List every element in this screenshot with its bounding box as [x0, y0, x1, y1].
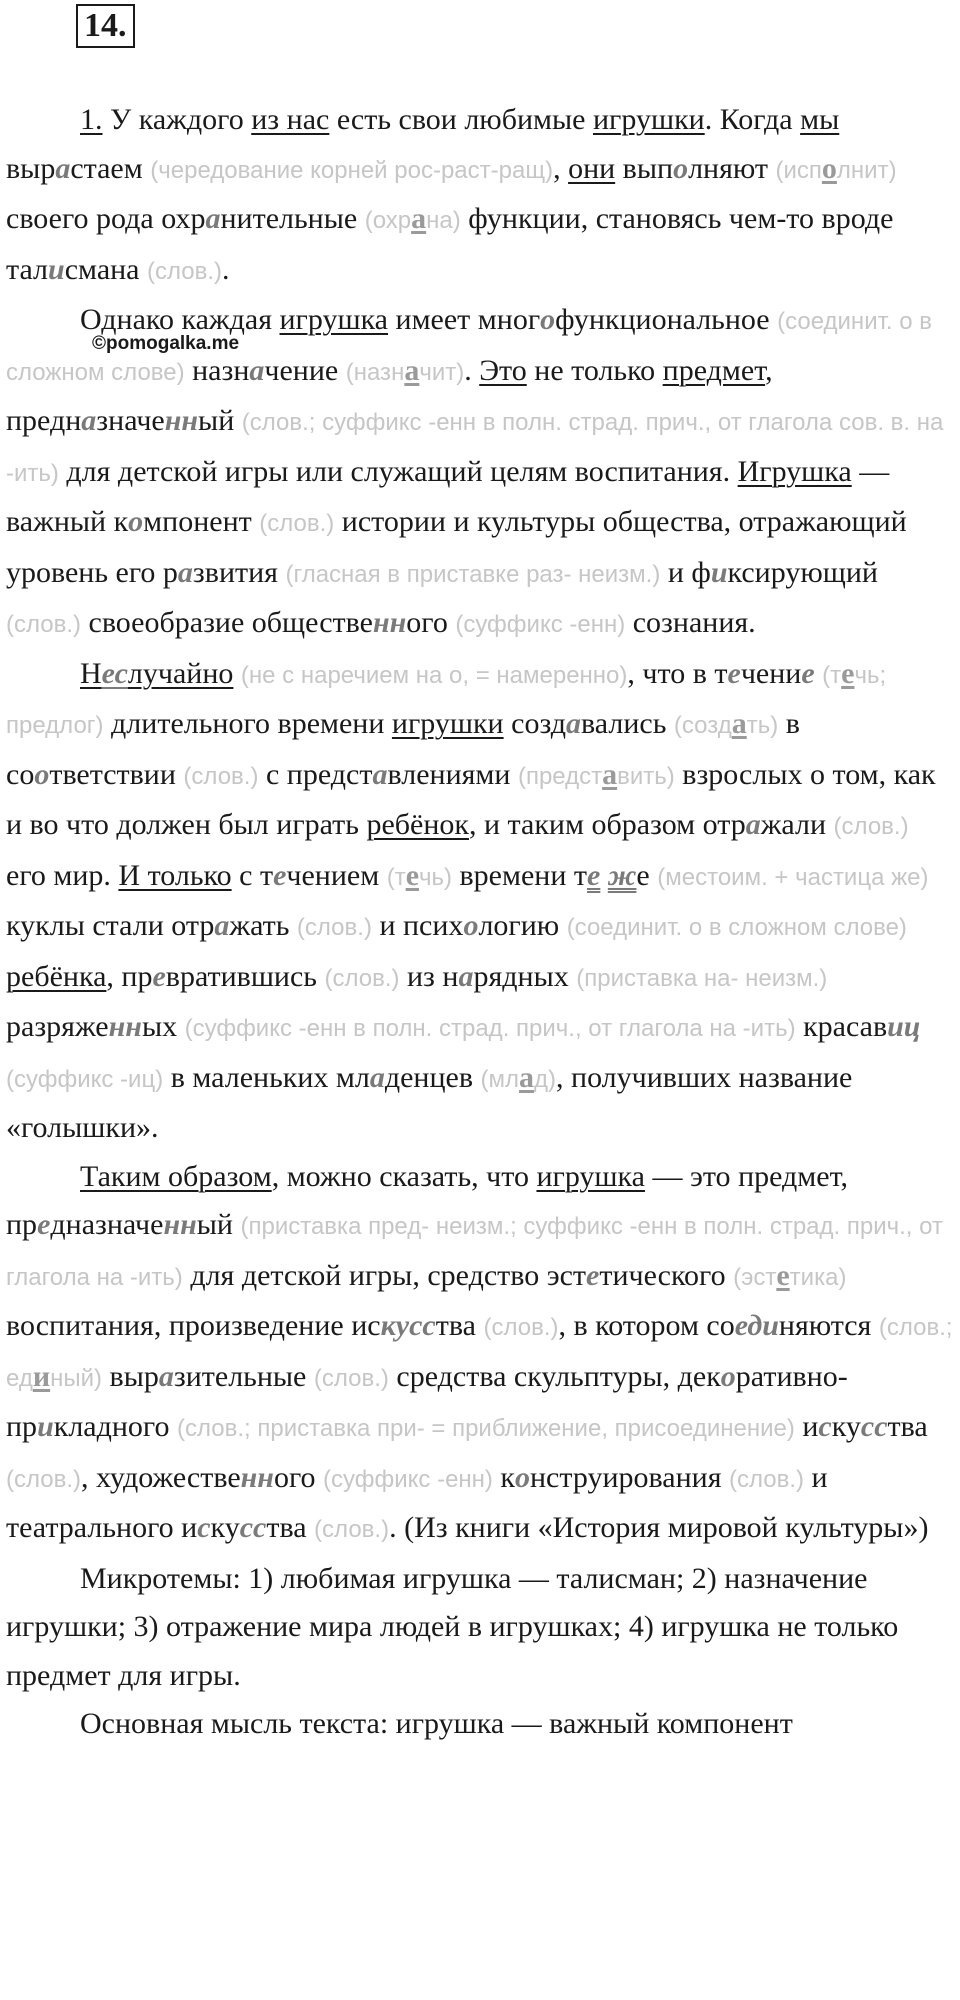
text-run: рядных: [473, 959, 577, 993]
underlined-word: И только: [118, 858, 232, 892]
text-run: дназначе: [50, 1208, 164, 1241]
text-run: функциональное: [555, 303, 778, 336]
grammar-note: (слов.): [147, 257, 223, 285]
grammar-note: (слов.): [833, 813, 909, 840]
highlighted-letter: а: [369, 1060, 385, 1094]
text-run: ративно-: [735, 1359, 848, 1393]
text-run: вып: [622, 151, 674, 185]
text-run: есть свои любимые: [329, 103, 593, 136]
text-run: няются: [778, 1309, 879, 1342]
text-run: .: [222, 252, 230, 286]
grammar-note: вить): [617, 762, 675, 790]
grammar-note: (назн: [345, 358, 405, 386]
text-run: красав: [795, 1010, 888, 1043]
highlighted-letter: е: [727, 656, 741, 690]
text-run: денцев: [384, 1060, 481, 1094]
grammar-note: (охр: [364, 207, 412, 234]
highlighted-letter: а: [81, 404, 97, 437]
text-run: Микротемы: 1) любимая игрушка — талисман; 2) назначение игрушки; 3) отражение мира людей в игрушках; 4) игрушка не только предмет для игры.: [6, 1561, 899, 1692]
text-run: — важный: [6, 454, 890, 538]
underlined-word: Н: [80, 656, 102, 690]
grammar-note: тика): [789, 1263, 847, 1291]
highlighted-letter: а: [745, 808, 761, 841]
highlighted-letter: а: [566, 707, 582, 740]
highlighted-letter: о: [128, 505, 144, 538]
underlined-word: мы: [800, 103, 840, 136]
text-run: получивших название «голышки».: [6, 1060, 853, 1144]
underlined-word: игрушка: [279, 303, 389, 336]
text-run: только: [571, 353, 663, 387]
grammar-note: (слов.): [259, 510, 335, 537]
paragraph-6: [6, 1700, 954, 1749]
note-letter: а: [404, 353, 420, 387]
text-run: , что в: [627, 656, 715, 690]
text-run: ку: [210, 1511, 240, 1544]
paragraph-2: [6, 296, 954, 650]
note-letter: и: [32, 1359, 51, 1393]
text-run: ,: [553, 151, 569, 185]
highlighted-letter: а: [372, 757, 388, 791]
text-run: для детской игры или: [58, 454, 351, 488]
grammar-note: (слов.): [6, 611, 82, 638]
paragraph-4: [6, 1153, 954, 1555]
text-run: ксирующий: [727, 555, 878, 589]
text-run: его мир.: [6, 858, 119, 892]
text-run: [504, 707, 512, 740]
text-run: смана: [64, 252, 147, 286]
highlighted-letter: е: [37, 1208, 51, 1241]
grammar-note: чь; предлог): [6, 661, 887, 739]
text-run: куклы стали отр: [6, 909, 215, 942]
text-run: выр: [109, 1359, 159, 1393]
grammar-note: (т: [822, 661, 842, 689]
highlighted-letter: о: [515, 1460, 530, 1494]
highlighted-letter: е: [586, 1258, 600, 1292]
text-run: к: [500, 1460, 515, 1494]
text-run: созд: [511, 707, 567, 740]
text-run: и: [371, 909, 403, 942]
grammar-note: (слов.): [729, 1465, 805, 1493]
note-letter: е: [776, 1258, 790, 1292]
text-run: псих: [403, 909, 464, 942]
text-run: должен был играть: [116, 808, 367, 841]
text-run: с: [258, 757, 287, 791]
text-run: к: [113, 505, 129, 538]
grammar-note: (созд: [673, 712, 732, 739]
text-run: Основная мысль текста: игрушка — важный компонент: [80, 1707, 793, 1740]
text-run: ис: [351, 1309, 381, 1342]
highlighted-letter: о: [34, 757, 50, 791]
highlighted-letter: нн: [372, 606, 407, 639]
grammar-note: ть): [746, 712, 779, 739]
grammar-note: (слов.): [6, 1465, 82, 1493]
text-run: ,: [556, 1060, 572, 1094]
text-run: и ф: [660, 555, 711, 589]
highlighted-letter: о: [540, 303, 556, 336]
text-run: не: [526, 353, 572, 387]
text-run: , можно сказать, что: [271, 1159, 537, 1193]
highlighted-letter: а: [177, 555, 193, 589]
text-run: ,: [106, 959, 122, 993]
highlighted-letter: сс: [239, 1511, 267, 1544]
text-run: в маленьких мл: [163, 1060, 370, 1094]
highlighted-letter: а: [214, 909, 230, 942]
exercise-text: [6, 96, 954, 1749]
note-letter: а: [411, 202, 427, 235]
text-run: чение: [264, 353, 346, 387]
underlined-word: Таким образом: [80, 1159, 272, 1193]
grammar-note: д): [534, 1065, 557, 1093]
text-run: мпонент: [143, 505, 260, 538]
text-run: назн: [184, 353, 250, 387]
grammar-note: (предст: [517, 762, 603, 790]
underlined-letters: ес: [101, 656, 128, 690]
highlighted-letter: е: [801, 656, 815, 690]
highlighted-letter: сс: [860, 1410, 888, 1443]
highlighted-letter: а: [458, 959, 474, 993]
text-run: ых: [141, 1010, 185, 1043]
highlighted-letter: с: [818, 1410, 832, 1443]
grammar-note: (чередование корней рос-раст-ращ): [150, 156, 554, 184]
highlighted-letter: нн: [240, 1460, 274, 1494]
text-run: — это: [644, 1159, 739, 1193]
underlined-word: Это: [479, 353, 527, 387]
text-run: для детской игры,: [182, 1258, 428, 1292]
double-underlined-letter: е: [587, 858, 601, 892]
grammar-note: (суффикс -енн): [323, 1465, 493, 1493]
text-run: ый: [198, 404, 242, 437]
highlighted-letter: е: [273, 858, 287, 892]
grammar-note: (соединит. о в сложном слове): [6, 308, 933, 386]
highlighted-letter: нн: [163, 1208, 197, 1241]
underlined-word: игрушки: [593, 103, 705, 136]
highlighted-letter: и: [37, 1410, 54, 1443]
text-run: предмет, пр: [6, 1159, 848, 1241]
text-run: , и таким образом отр: [468, 808, 746, 841]
text-run: из н: [399, 959, 459, 993]
grammar-note: (исп: [775, 156, 822, 184]
text-run: функции, становясь чем-то вроде тал: [6, 202, 894, 286]
underlined-word: Игрушка: [737, 454, 852, 488]
text-run: стаем: [70, 151, 151, 185]
text-run: средство эст: [427, 1258, 587, 1292]
text-run: сознания.: [625, 606, 756, 639]
text-run: ого: [273, 1460, 324, 1494]
grammar-note: (слов.): [183, 762, 259, 790]
text-run: е: [636, 858, 658, 892]
text-run: служащий целям воспитания.: [350, 454, 738, 488]
text-run: [102, 1360, 110, 1393]
underlined-word: ребёнок: [366, 808, 469, 841]
note-letter: е: [405, 858, 420, 892]
text-run: тва: [266, 1511, 315, 1544]
underlined-word: 1.: [80, 103, 103, 136]
underlined-word: игрушка: [536, 1159, 645, 1193]
text-run: с т: [231, 858, 274, 892]
text-run: истории и культуры общества,: [334, 505, 739, 538]
text-run: и театрального и: [6, 1460, 828, 1544]
highlighted-letter: о: [720, 1359, 736, 1393]
text-run: вались: [581, 707, 674, 740]
grammar-note: (слов.): [483, 1314, 559, 1341]
highlighted-letter: нн: [164, 404, 199, 437]
grammar-note: (не с наречием на о, = намеренно): [240, 661, 628, 689]
text-run: . Когда: [704, 103, 801, 136]
text-run: , предн: [6, 353, 773, 437]
highlighted-letter: а: [55, 151, 71, 185]
text-run: чени: [740, 656, 802, 690]
text-run: нструирования: [530, 1460, 729, 1494]
text-run: средства скульптуры, дек: [388, 1359, 721, 1393]
text-run: звития: [192, 555, 286, 589]
highlighted-letter: о: [673, 151, 689, 185]
text-run: чением: [286, 858, 387, 892]
text-run: значе: [96, 404, 165, 437]
text-run: своего рода охр: [6, 202, 206, 235]
grammar-note: чит): [419, 358, 465, 386]
highlighted-letter: и: [710, 555, 728, 589]
grammar-note: лнит): [836, 156, 897, 184]
note-letter: а: [731, 707, 747, 740]
underlined-word: игрушки: [391, 707, 504, 740]
underlined-word: ребёнка: [6, 959, 107, 993]
grammar-note: (суффикс -енн): [455, 611, 626, 638]
text-run: [233, 657, 241, 690]
text-run: своеобразие обществе: [81, 606, 373, 639]
watermark: ©pomogalka.me: [92, 333, 240, 354]
note-letter: о: [821, 151, 837, 185]
grammar-note: (эст: [733, 1263, 777, 1291]
text-run: [600, 859, 608, 892]
text-run: тва: [887, 1410, 928, 1443]
grammar-note: (слов.): [296, 914, 372, 941]
text-run: [615, 152, 623, 185]
text-run: логию: [478, 909, 567, 942]
text-run: т: [714, 656, 728, 690]
grammar-note: (слов.): [324, 964, 400, 992]
grammar-note: на): [426, 207, 461, 234]
text-run: жали: [760, 808, 834, 841]
highlighted-letter: иц: [887, 1010, 921, 1043]
text-run: имеет мног: [388, 303, 541, 336]
paragraph-1: [6, 96, 954, 296]
text-run: зительные: [173, 1359, 314, 1393]
grammar-note: чь): [419, 863, 453, 891]
grammar-note: (слов.): [314, 1516, 390, 1543]
underlined-word: лучайно: [127, 656, 234, 690]
text-run: тветствии: [49, 757, 184, 791]
highlighted-letter: и: [48, 252, 65, 286]
text-run: и: [794, 1410, 819, 1443]
text-run: .: [464, 353, 480, 387]
text-run: тического: [599, 1258, 734, 1292]
highlighted-letter: а: [158, 1359, 174, 1393]
grammar-note: (слов.; суффикс -енн в полн. страд. прич., от глагола сов. в. на -ить): [6, 409, 944, 487]
note-letter: а: [519, 1060, 535, 1094]
grammar-note: (суффикс -иц): [6, 1065, 164, 1093]
grammar-note: (мл: [480, 1065, 520, 1093]
grammar-note: (гласная в приставке раз- неизм.): [285, 560, 661, 588]
highlighted-letter: нн: [108, 1010, 142, 1043]
highlighted-letter: кусс: [380, 1309, 436, 1342]
grammar-note: (слов.): [313, 1364, 389, 1392]
double-underlined-letter: ж: [607, 858, 637, 892]
text-run: взрослых о том, как и во что: [6, 757, 936, 841]
highlighted-letter: еди: [734, 1309, 779, 1342]
highlighted-letter: а: [205, 202, 221, 235]
text-run: , в котором со: [558, 1309, 735, 1342]
text-run: жать: [229, 909, 297, 942]
underlined-word: они: [568, 151, 616, 185]
note-letter: а: [602, 757, 618, 791]
paragraph-3: [6, 650, 954, 1153]
text-run: пр: [6, 1410, 38, 1443]
text-run: ого: [406, 606, 456, 639]
text-run: нительные: [220, 202, 365, 235]
text-run: ку: [831, 1410, 861, 1443]
note-letter: е: [841, 656, 855, 690]
text-run: предст: [286, 757, 373, 791]
highlighted-letter: о: [463, 909, 479, 942]
underlined-word: из нас: [251, 103, 330, 136]
text-run: длительного времени: [103, 707, 392, 740]
grammar-note: (приставка на- неизм.): [576, 964, 828, 992]
task-number: 14.: [76, 4, 135, 48]
text-run: влениями: [387, 757, 518, 791]
grammar-note: (соединит. о в сложном слове): [566, 914, 907, 941]
text-run: разряже: [6, 1010, 109, 1043]
grammar-note: (слов.; приставка при- = приближение, присоединение): [177, 1415, 795, 1442]
text-run: У каждого: [102, 103, 252, 136]
grammar-note: ный): [50, 1364, 103, 1392]
underlined-word: предмет: [662, 353, 766, 387]
text-run: выр: [6, 151, 56, 185]
text-run: в со: [6, 707, 800, 791]
text-run: времени т: [452, 858, 588, 892]
text-run: кладного: [53, 1410, 177, 1443]
grammar-note: (местоим. + частица же): [657, 863, 929, 891]
highlighted-letter: е: [152, 959, 166, 993]
text-run: лняют: [688, 151, 776, 185]
text-run: тва: [435, 1309, 484, 1342]
grammar-note: (слов.; ед: [6, 1314, 953, 1392]
text-run: пр: [121, 959, 153, 993]
text-run: воспитания, произведение: [6, 1309, 352, 1342]
grammar-note: (суффикс -енн в полн. страд. прич., от глагола на -ить): [184, 1015, 796, 1042]
highlighted-letter: а: [249, 353, 265, 387]
text-run: . (Из книги «История мировой культуры»): [389, 1511, 929, 1544]
grammar-note: (приставка пред- неизм.; суффикс -енн в полн. страд. прич., от глагола на -ить): [6, 1213, 943, 1291]
text-run: вратившись: [165, 959, 325, 993]
highlighted-letter: с: [197, 1511, 211, 1544]
text-run: ый: [196, 1208, 241, 1241]
text-run: отражающий уровень его р: [6, 505, 907, 589]
paragraph-5: [6, 1555, 954, 1701]
grammar-note: (т: [386, 863, 406, 891]
text-run: , художестве: [81, 1460, 241, 1494]
text-run: Однако каждая: [80, 303, 280, 336]
